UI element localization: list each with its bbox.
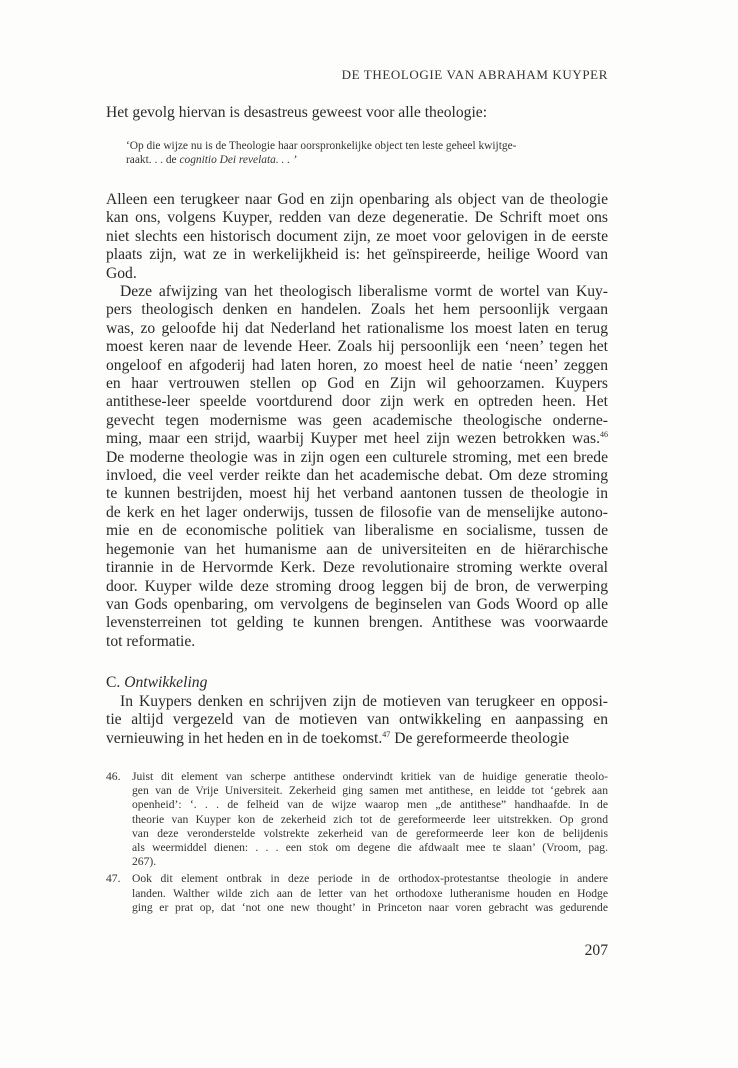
paragraph-1 [106,191,608,283]
running-head: DE THEOLOGIE VAN ABRAHAM KUYPER [341,67,608,82]
footnote-46 [106,770,608,869]
para2-line-with-note [106,430,608,448]
para2-line: tot reformatie. [106,632,196,650]
para2-line: De moderne theologie was in zijn ogen een culturele stroming, met een brede [106,448,608,466]
para1-line: God. [106,264,137,282]
footnotes [106,770,608,918]
footnote-line: openheid’: ‘. . . de felheid van de wijze waarop men „de antithese” handhaafde. In de [132,798,608,812]
para2-line: de kerk en het lager onderwijs, tussen de filosofie van de menselijke autono- [106,503,608,521]
footnote-line: Juist dit element van scherpe antithese ondervindt kritiek van de huidige generatie theolo- [132,770,608,783]
para2-line: te kunnen bestrijden, moest hij het verband aantonen tussen de theologie in [106,485,608,503]
footnote-line: 267). [132,855,157,869]
page-number: 207 [584,942,608,959]
intro-line-block [106,104,608,122]
para3-line3-after: De gereformeerde theologie [390,729,570,747]
para1-line: kan ons, volgens Kuyper, redden van deze degeneratie. De Schrift moet ons [106,209,608,227]
block-quote [126,139,606,167]
para3-line: In Kuypers denken en schrijven zijn de motieven van terugkeer en opposi- [120,693,608,710]
para2-line: door. Kuyper wilde deze stroming droog leggen bij de bron, de verwerping [106,577,608,595]
footnote-ref-47[interactable]: 47 [382,729,391,739]
para2-line: tirannie in de Hervormde Kerk. Deze revolutionaire stroming werkte overal [106,559,608,577]
section-title: Ontwikkeling [124,674,208,691]
quote-line-2 [126,153,606,167]
footnote-text [132,872,608,915]
section-heading [106,674,207,692]
para1-line: plaats zijn, wat ze in werkelijkheid is: het geïnspireerde, heilige Woord van [106,246,608,264]
footnote-number: 46. [106,770,121,783]
intro-text: Het gevolg hiervan is desastreus geweest voor alle theologie: [106,104,488,121]
para3-line3-before: vernieuwing in het heden en in de toekomst. [106,729,383,747]
para3-line: tie altijd vergezeld van de motieven van ontwikkeling en aanpassing en [106,711,608,729]
section-letter: C. [106,674,121,691]
footnote-line: als weermiddel dienen: . . . een stok om degene die afdwaalt mee te slaan’ (Vroom, pag. [132,841,608,855]
footnote-line: ging er prat op, dat ‘not one new thought’ in Princeton naar voren gebracht was gedurende [132,900,608,914]
footnote-text [132,770,608,869]
quote-prefix: raakt. . . de [126,154,180,166]
para2-line: gevecht tegen modernisme was geen academische theologische onderne- [106,411,608,429]
paragraph-3 [106,693,608,748]
intro-line [106,104,608,122]
para2-line: hegemonie van het humanisme aan de universiteiten en de hiërarchische [106,540,608,558]
para2-line: en haar vertrouwen stellen op God en Zijn wil gehoorzamen. Kuypers [106,375,608,393]
paragraph-1-text [106,191,608,283]
para2-line: pers theologisch denken en handelen. Zoals het hem persoonlijk vergaan [106,301,608,319]
para2-line: moest keren naar de levende Heer. Zoals hij persoonlijk een ‘neen’ tegen het [106,338,608,356]
para2-line: ongeloof en afgoderij had laten horen, zo moest heel de natie ‘neen’ zeggen [106,356,608,374]
quote-italic: cognitio Dei revelata. . . ’ [179,154,297,166]
para2-line: antithese-leer speelde voortdurend door zijn werk en optreden heen. Het [106,393,608,411]
footnote-line: van deze veronderstelde volstrekte zekerheid van de gereformeerde leer kon de belijdenis [132,826,608,840]
para2-line: invloed, die veel verder reikte dan het academische debat. Om deze stroming [106,467,608,485]
paragraph-2-text [106,283,608,651]
footnote-ref-46[interactable]: 46 [600,430,608,440]
paragraph-2 [106,283,608,651]
para2-line: levensterreinen tot gelding te kunnen brengen. Antithese was voorwaarde [106,614,608,632]
para2-note-line-text: ming, maar een strijd, waarbij Kuyper met heel zijn wezen betrokken was. [106,430,600,448]
para1-line: niet slechts een historisch document zijn, ze moet voor gelovigen in de eerste [106,227,608,245]
footnote-line: landen. Walther wilde zich aan de letter van het orthodoxe lutheranisme houden en Hodge [132,886,608,900]
footnote-line: Ook dit element ontbrak in deze periode in de orthodox-protestantse theologie in andere [132,872,608,886]
para2-line: was, zo geloofde hij dat Nederland het rationalisme los moest laten en terug [106,319,608,337]
quote-line-1: ‘Op die wijze nu is de Theologie haar oorspronkelijke object ten leste geheel kwijtge- [126,140,517,152]
footnote-line: gen van de Vrije Universiteit. Zekerheid ging samen met antithese, en leidde tot ‘gebrek aan [132,784,608,798]
paragraph-3-text [106,693,608,748]
para1-line: Alleen een terugkeer naar God en zijn openbaring als object van de theologie [106,191,608,208]
para3-line-with-note [106,730,608,748]
footnote-number: 47. [106,872,121,886]
para2-line: van Gods openbaring, om vervolgens de beginselen van Gods Woord op alle [106,595,608,613]
para2-line: Deze afwijzing van het theologisch liberalisme vormt de wortel van Kuy- [120,283,608,300]
footnote-line: theorie van Kuyper kon de zekerheid zich tot de gereformeerde leer uitstrekken. Op grond [132,812,608,826]
footnote-47 [106,872,608,915]
para2-line: mie en de economische politiek van liberalisme en socialisme, tussen de [106,522,608,540]
